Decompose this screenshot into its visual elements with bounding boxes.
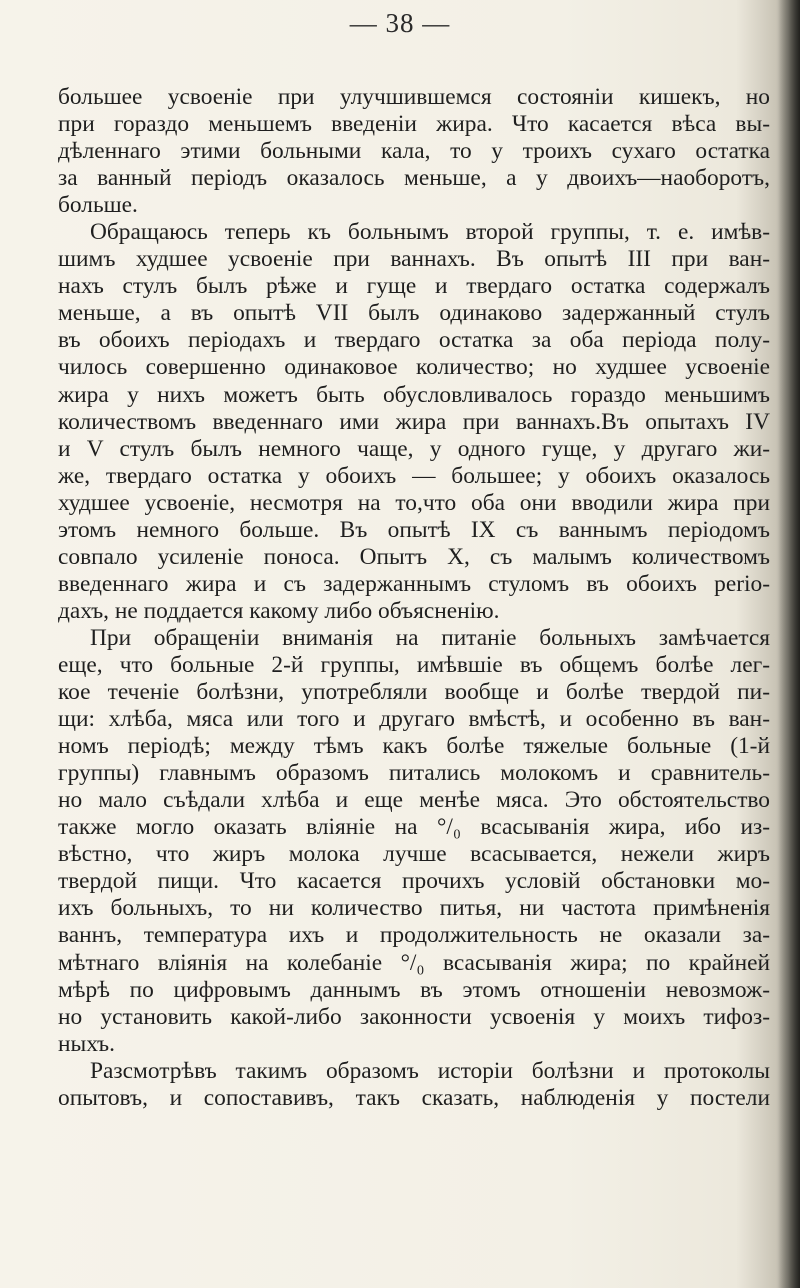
text-line: опытовъ, и сопоставивъ, такъ сказать, наблюденія у постели: [58, 1084, 770, 1111]
text-line: группы) главнымъ образомъ питались молокомъ и сравнитель-: [58, 760, 770, 787]
text-line: еще, что больные 2-й группы, имѣвшіе въ общемъ болѣе лег-: [58, 651, 770, 678]
page-edge-shadow: [778, 0, 800, 1288]
text-line: худшее усвоеніе, несмотря на то,что оба они вводили жира при: [58, 489, 770, 516]
text-line: номъ періодѣ; между тѣмъ какъ болѣе тяжелые больные (1-й: [58, 733, 770, 760]
text-line: щи: хлѣба, мяса или того и другаго вмѣстѣ, и особенно въ ван-: [58, 706, 770, 733]
text-line: кое теченіе болѣзни, употребляли вообще и болѣе твердой пи-: [58, 679, 770, 706]
text-line: большее усвоеніе при улучшившемся состояніи кишекъ, но: [58, 84, 770, 110]
text-line: количествомъ введеннаго ими жира при ваннахъ.Въ опытахъ IV: [58, 408, 770, 435]
text-line: также могло оказать вліяніе на °/₀ всасыванія жира, ибо из-: [58, 814, 770, 841]
text-line: ваннъ, температура ихъ и продолжительность не оказали за-: [58, 922, 770, 949]
text-line: дахъ, не поддается какому либо объясненію.: [58, 597, 500, 624]
text-line: но установить какой-либо законности усвоенія у моихъ тифоз-: [58, 1003, 770, 1030]
text-line: чилось совершенно одинаковое количество; но худшее усвоеніе: [58, 354, 770, 381]
text-line: меньше, а въ опытѣ VII былъ одинаково задержанный стулъ: [58, 300, 770, 327]
text-line: введеннаго жира и съ задержаннымъ стуломъ въ обоихъ perio-: [58, 570, 770, 597]
text-line: жира у нихъ можетъ быть обусловливалось гораздо меньшимъ: [58, 381, 770, 408]
text-line: вѣстно, что жиръ молока лучше всасывается, нежели жиръ: [58, 841, 770, 868]
text-line: ныхъ.: [58, 1030, 115, 1057]
text-line: При обращеніи вниманія на питаніе больныхъ замѣчается: [90, 624, 770, 651]
text-line: шимъ худшее усвоеніе при ваннахъ. Въ опытѣ III при ван-: [58, 246, 770, 273]
text-line: же, твердаго остатка у обоихъ — большее; у обоихъ оказалось: [58, 462, 770, 489]
text-line: нахъ стулъ былъ рѣже и гуще и твердаго остатка содержалъ: [58, 273, 770, 300]
text-line: за ванный періодъ оказалось меньше, а у двоихъ—наоборотъ,: [58, 165, 770, 192]
page-number-header: — 38 —: [349, 8, 451, 38]
body-text: [58, 84, 770, 1112]
text-line: мѣтнаго вліянія на колебаніе °/₀ всасыванія жира; по крайней: [58, 949, 770, 976]
text-line: этомъ немного больше. Въ опытѣ IX съ ваннымъ періодомъ: [58, 516, 770, 543]
text-line: въ обоихъ періодахъ и твердаго остатка за оба періода полу-: [58, 327, 770, 354]
text-line: Обращаюсь теперь къ больнымъ второй группы, т. е. имѣв-: [90, 219, 770, 246]
text-line: Разсмотрѣвъ такимъ образомъ исторіи болѣзни и протоколы: [90, 1057, 770, 1084]
text-line: больше.: [58, 192, 138, 219]
text-line: ихъ больныхъ, то ни количество питья, ни частота примѣненія: [58, 895, 770, 922]
text-line: но мало съѣдали хлѣба и еще менѣе мяса. Это обстоятельство: [58, 787, 770, 814]
text-line: дѣленнаго этими больными кала, то у троихъ сухаго остатка: [58, 138, 770, 165]
text-line: твердой пищи. Что касается прочихъ условій обстановки мо-: [58, 868, 770, 895]
text-line: и V стулъ былъ немного чаще, у одного гуще, у другаго жи-: [58, 435, 770, 462]
text-line: при гораздо меньшемъ введеніи жира. Что касается вѣса вы-: [58, 111, 770, 138]
text-line: мѣрѣ по цифровымъ даннымъ въ этомъ отношеніи невозмож-: [58, 976, 770, 1003]
text-line: совпало усиленіе поноса. Опытъ X, съ малымъ количествомъ: [58, 543, 770, 570]
